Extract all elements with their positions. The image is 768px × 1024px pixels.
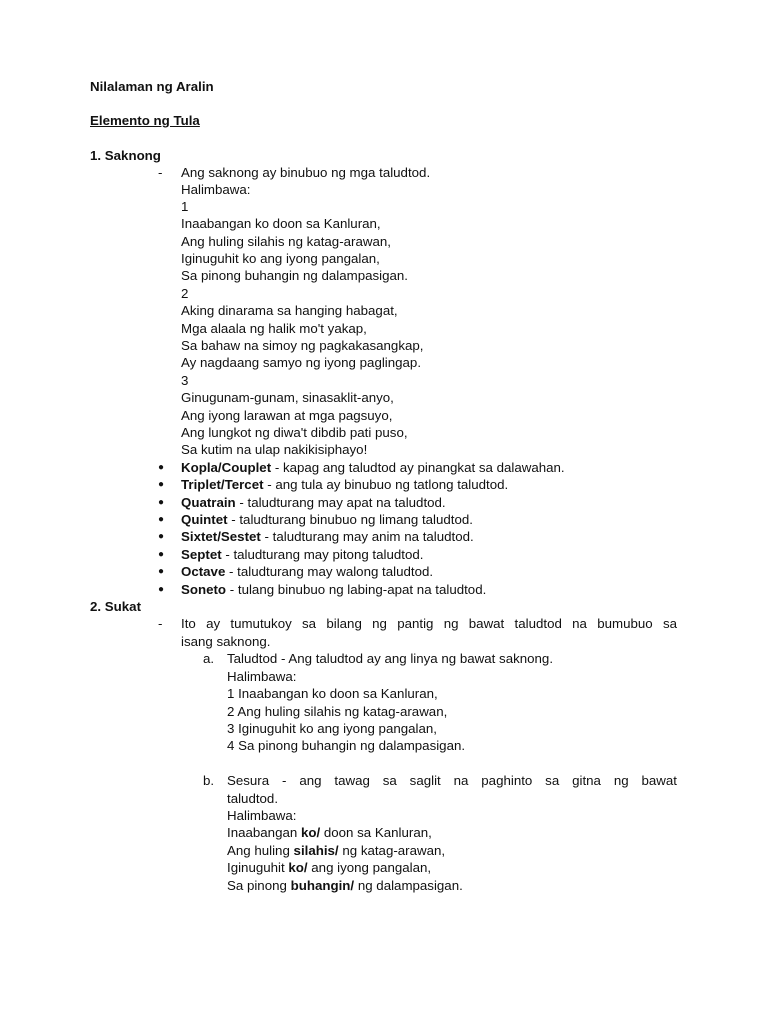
poem-line: Mga alaala ng halik mo't yakap, bbox=[181, 321, 367, 336]
text: Iginuguhit bbox=[227, 860, 289, 875]
list-item bbox=[181, 459, 565, 476]
list-item bbox=[181, 546, 423, 563]
term-description: - taludturang may anim na taludtod. bbox=[260, 529, 474, 544]
term-description: - taludturang binubuo ng limang taludtod. bbox=[227, 512, 473, 527]
bullet-icon: ● bbox=[158, 479, 165, 490]
text: ang iyong pangalan, bbox=[307, 860, 432, 875]
term-description: - taludturang may pitong taludtod. bbox=[221, 547, 424, 562]
term-description: - taludturang may walong taludtod. bbox=[225, 564, 434, 579]
bullet-icon: ● bbox=[158, 531, 165, 542]
saknong-example-label: Halimbawa: bbox=[181, 182, 251, 197]
poem-line: Aking dinarama sa hanging habagat, bbox=[181, 303, 398, 318]
caesura-mark: silahis/ bbox=[293, 843, 339, 858]
poem-line: Sa bahaw na simoy ng pagkakasangkap, bbox=[181, 338, 424, 353]
sukat-definition-cont: isang saknong. bbox=[181, 634, 271, 649]
bullet-icon: ● bbox=[158, 514, 165, 525]
bullet-icon: ● bbox=[158, 566, 165, 577]
bullet-icon: ● bbox=[158, 462, 165, 473]
poem-line: Ang huling silahis ng katag-arawan, bbox=[181, 234, 391, 249]
term-description: - kapag ang taludtod ay pinangkat sa dalawahan. bbox=[271, 460, 565, 475]
term: Triplet/Tercet bbox=[181, 477, 264, 492]
item-marker: b. bbox=[203, 773, 215, 788]
stanza-number: 3 bbox=[181, 373, 189, 388]
list-item bbox=[181, 528, 474, 545]
text: doon sa Kanluran, bbox=[320, 825, 432, 840]
caesura-mark: buhangin/ bbox=[290, 878, 355, 893]
numbered-line: 2 Ang huling silahis ng katag-arawan, bbox=[227, 704, 448, 719]
text: ng katag-arawan, bbox=[338, 843, 446, 858]
saknong-definition: Ang saknong ay binubuo ng mga taludtod. bbox=[181, 165, 431, 180]
sesura-definition-cont: taludtod. bbox=[227, 791, 279, 806]
text: Inaabangan bbox=[227, 825, 301, 840]
poem-line: Sa pinong buhangin ng dalampasigan. bbox=[181, 268, 408, 283]
taludtod-definition: Taludtod - Ang taludtod ay ang linya ng bawat saknong. bbox=[227, 651, 554, 666]
sesura-line bbox=[227, 824, 432, 841]
term: Kopla/Couplet bbox=[181, 460, 272, 475]
numbered-line: 3 Iginuguhit ko ang iyong pangalan, bbox=[227, 721, 437, 736]
term: Soneto bbox=[181, 582, 227, 597]
caesura-mark: ko/ bbox=[288, 860, 308, 875]
list-item bbox=[181, 581, 486, 598]
bullet-icon: ● bbox=[158, 584, 165, 595]
list-item bbox=[181, 476, 508, 493]
numbered-line: 1 Inaabangan ko doon sa Kanluran, bbox=[227, 686, 438, 701]
term: Quatrain bbox=[181, 495, 236, 510]
lesson-title: Nilalaman ng Aralin bbox=[90, 79, 214, 94]
list-item bbox=[181, 511, 473, 528]
poem-line: Sa kutim na ulap nakikisiphayo! bbox=[181, 442, 368, 457]
stanza-number: 1 bbox=[181, 199, 189, 214]
example-label: Halimbawa: bbox=[227, 669, 297, 684]
caesura-mark: ko/ bbox=[300, 825, 321, 840]
term-description: - taludturang may apat na taludtod. bbox=[235, 495, 446, 510]
sesura-line bbox=[227, 859, 431, 876]
stanza-number: 2 bbox=[181, 286, 189, 301]
sesura-line bbox=[227, 842, 445, 859]
section-title: Elemento ng Tula bbox=[90, 113, 200, 128]
poem-line: Inaabangan ko doon sa Kanluran, bbox=[181, 216, 381, 231]
poem-line: Ginugunam-gunam, sinasaklit-anyo, bbox=[181, 390, 394, 405]
text: ng dalampasigan. bbox=[354, 878, 463, 893]
poem-line: Ay nagdaang samyo ng iyong paglingap. bbox=[181, 355, 422, 370]
list-item bbox=[181, 494, 446, 511]
sukat-heading: 2. Sukat bbox=[90, 599, 141, 614]
saknong-heading: 1. Saknong bbox=[90, 148, 161, 163]
saknong-dash: - bbox=[158, 165, 163, 180]
item-marker: a. bbox=[203, 651, 215, 666]
text: Sa pinong bbox=[227, 878, 291, 893]
term: Octave bbox=[181, 564, 226, 579]
bullet-icon: ● bbox=[158, 549, 165, 560]
example-label: Halimbawa: bbox=[227, 808, 297, 823]
term-description: - ang tula ay binubuo ng tatlong taludtod. bbox=[263, 477, 509, 492]
bullet-icon: ● bbox=[158, 497, 165, 508]
term: Quintet bbox=[181, 512, 228, 527]
poem-line: Iginuguhit ko ang iyong pangalan, bbox=[181, 251, 380, 266]
term: Sixtet/Sestet bbox=[181, 529, 261, 544]
poem-line: Ang lungkot ng diwa't dibdib pati puso, bbox=[181, 425, 408, 440]
term: Septet bbox=[181, 547, 222, 562]
list-item bbox=[181, 563, 433, 580]
term-description: - tulang binubuo ng labing-apat na taludtod. bbox=[226, 582, 487, 597]
text: Ang huling bbox=[227, 843, 294, 858]
poem-line: Ang iyong larawan at mga pagsuyo, bbox=[181, 408, 393, 423]
sukat-definition: Ito ay tumutukoy sa bilang ng pantig ng bawat taludtod na bumubuo sa bbox=[181, 616, 677, 631]
sukat-dash: - bbox=[158, 616, 163, 631]
sesura-line bbox=[227, 877, 463, 894]
numbered-line: 4 Sa pinong buhangin ng dalampasigan. bbox=[227, 738, 466, 753]
sesura-definition: Sesura - ang tawag sa saglit na paghinto sa gitna ng bawat bbox=[227, 773, 677, 788]
